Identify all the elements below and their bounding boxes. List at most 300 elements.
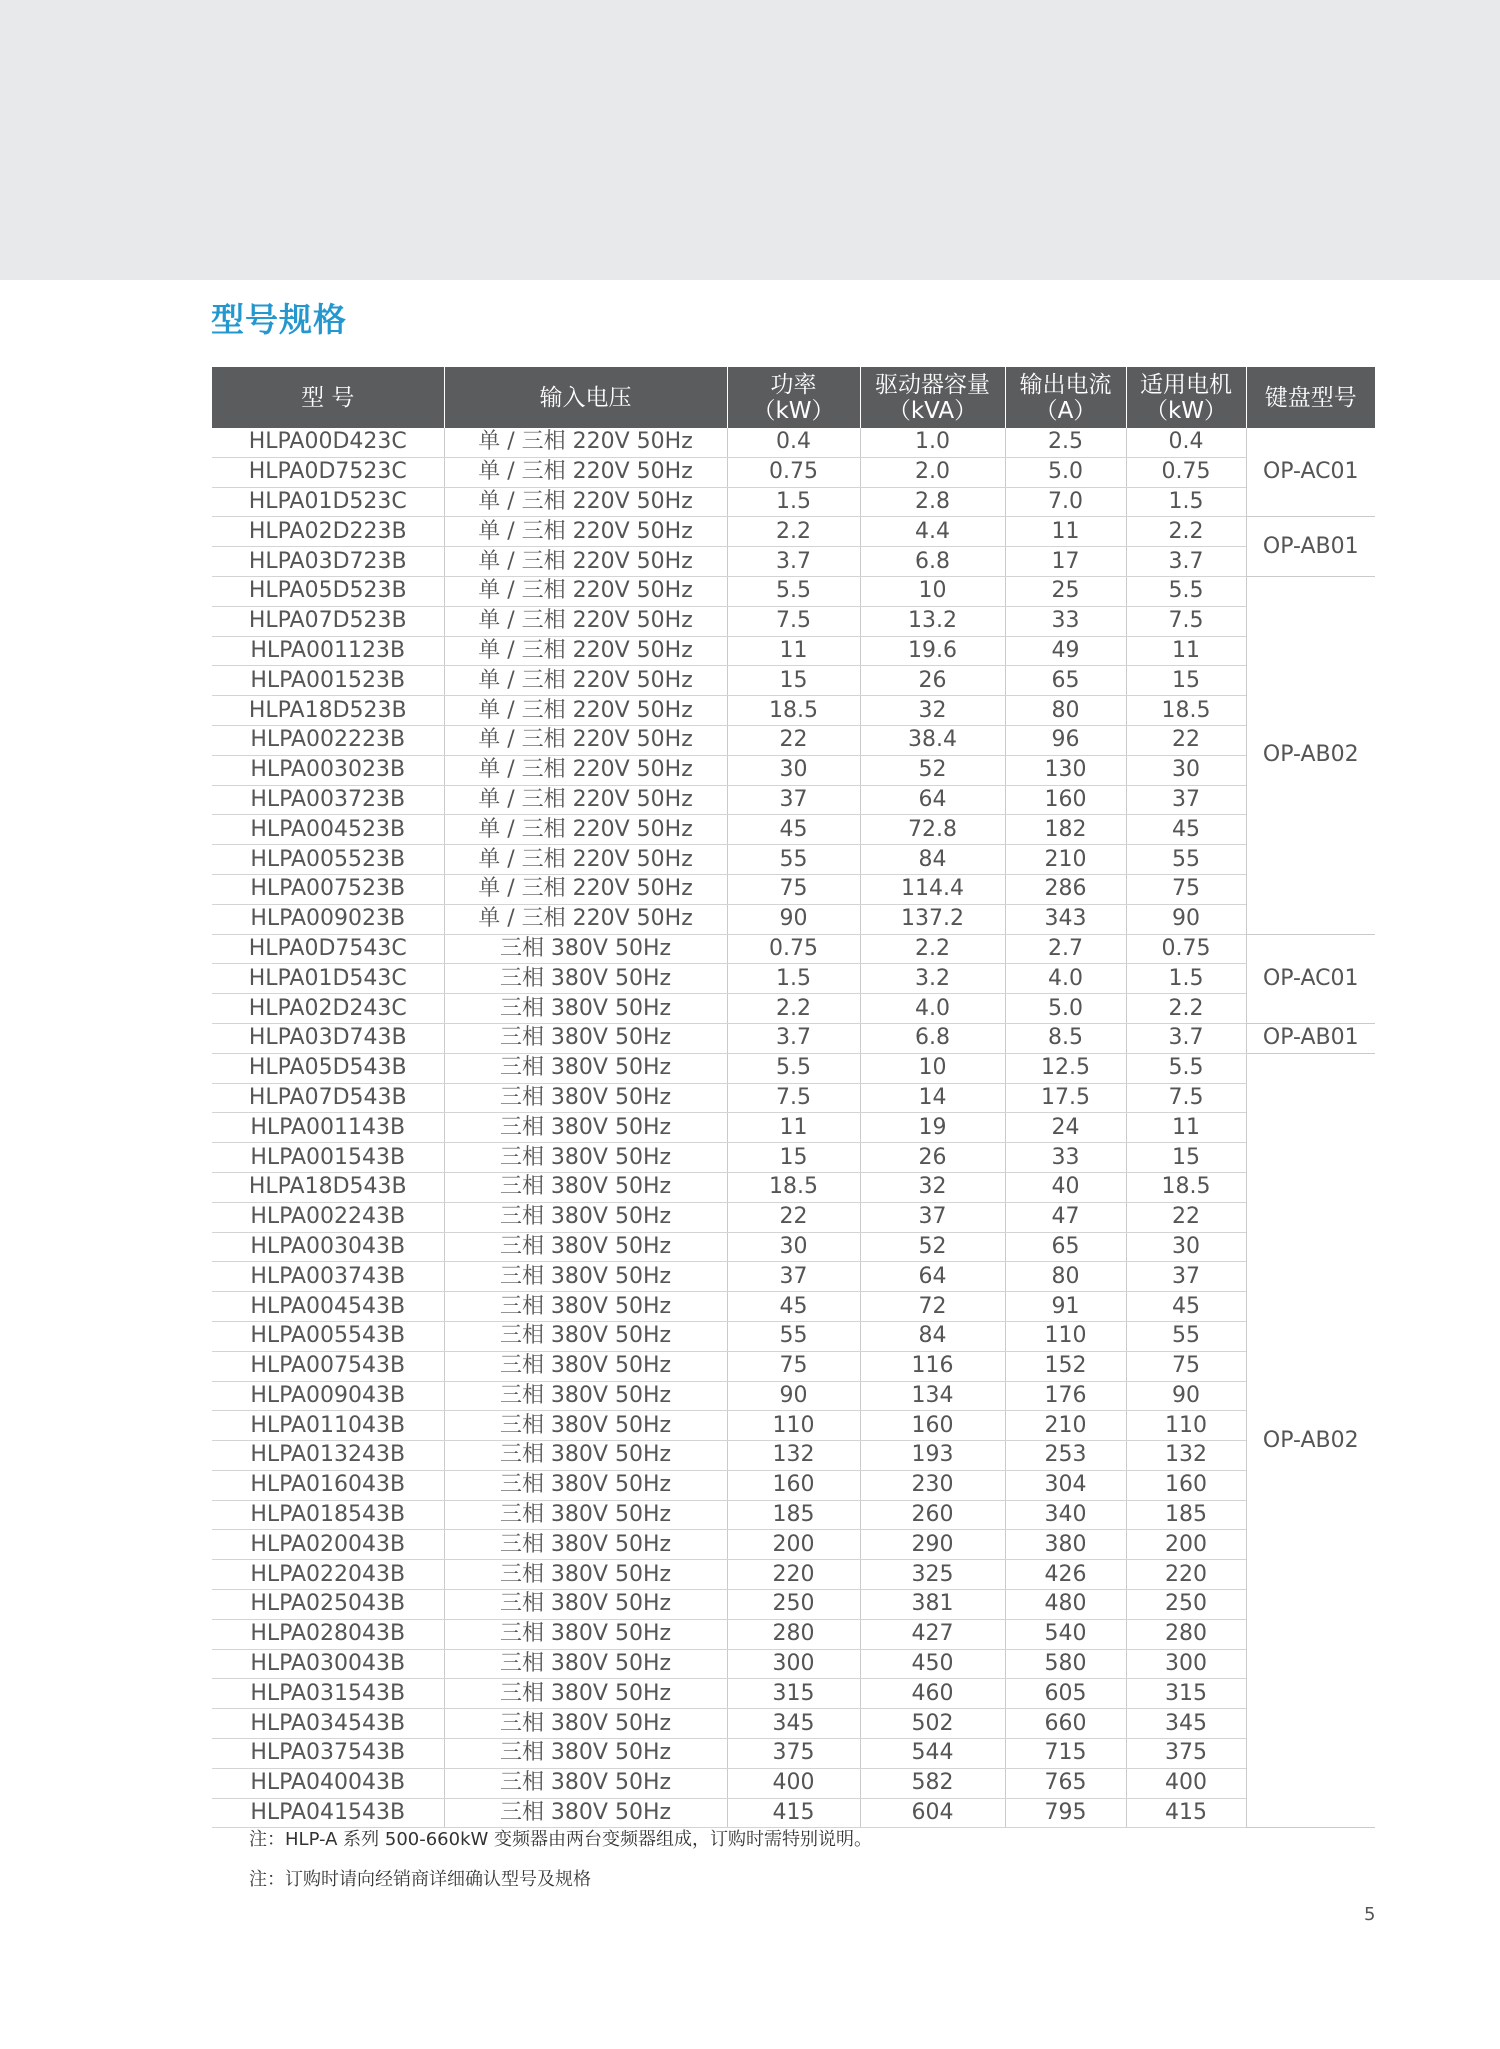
table-row xyxy=(212,1023,1375,1053)
table-row xyxy=(212,606,1375,636)
cell-capacity: 10 xyxy=(860,1053,1005,1083)
cell-voltage: 单 / 三相 220V 50Hz xyxy=(444,845,727,875)
cell-power: 200 xyxy=(727,1530,860,1560)
cell-power: 280 xyxy=(727,1619,860,1649)
cell-current: 340 xyxy=(1005,1500,1126,1530)
cell-capacity: 14 xyxy=(860,1083,1005,1113)
cell-power: 3.7 xyxy=(727,1023,860,1053)
cell-motor: 315 xyxy=(1126,1679,1246,1709)
cell-model: HLPA034543B xyxy=(212,1709,444,1739)
cell-power: 55 xyxy=(727,845,860,875)
table-row xyxy=(212,1262,1375,1292)
cell-capacity: 460 xyxy=(860,1679,1005,1709)
cell-voltage: 单 / 三相 220V 50Hz xyxy=(444,517,727,547)
table-row xyxy=(212,1768,1375,1798)
cell-capacity: 2.2 xyxy=(860,934,1005,964)
cell-current: 715 xyxy=(1005,1739,1126,1769)
cell-power: 2.2 xyxy=(727,994,860,1024)
cell-voltage: 单 / 三相 220V 50Hz xyxy=(444,487,727,517)
cell-power: 185 xyxy=(727,1500,860,1530)
cell-capacity: 2.8 xyxy=(860,487,1005,517)
cell-power: 18.5 xyxy=(727,1172,860,1202)
cell-motor: 5.5 xyxy=(1126,1053,1246,1083)
cell-model: HLPA002223B xyxy=(212,725,444,755)
cell-motor: 11 xyxy=(1126,636,1246,666)
cell-voltage: 单 / 三相 220V 50Hz xyxy=(444,576,727,606)
cell-model: HLPA001543B xyxy=(212,1143,444,1173)
cell-power: 2.2 xyxy=(727,517,860,547)
cell-motor: 15 xyxy=(1126,1143,1246,1173)
cell-voltage: 三相 380V 50Hz xyxy=(444,1232,727,1262)
cell-current: 25 xyxy=(1005,576,1126,606)
cell-capacity: 134 xyxy=(860,1381,1005,1411)
cell-voltage: 三相 380V 50Hz xyxy=(444,1321,727,1351)
cell-model: HLPA02D223B xyxy=(212,517,444,547)
cell-motor: 1.5 xyxy=(1126,487,1246,517)
table-row xyxy=(212,1441,1375,1471)
cell-capacity: 381 xyxy=(860,1590,1005,1620)
cell-motor: 220 xyxy=(1126,1560,1246,1590)
cell-model: HLPA022043B xyxy=(212,1560,444,1590)
header-power-unit: （kW） xyxy=(752,397,835,424)
cell-capacity: 116 xyxy=(860,1351,1005,1381)
cell-model: HLPA18D523B xyxy=(212,696,444,726)
cell-motor: 18.5 xyxy=(1126,696,1246,726)
table-row xyxy=(212,1560,1375,1590)
spec-table xyxy=(212,367,1375,1828)
cell-motor: 15 xyxy=(1126,666,1246,696)
cell-power: 22 xyxy=(727,1202,860,1232)
cell-power: 22 xyxy=(727,725,860,755)
cell-power: 18.5 xyxy=(727,696,860,726)
cell-power: 11 xyxy=(727,636,860,666)
cell-current: 4.0 xyxy=(1005,964,1126,994)
cell-power: 7.5 xyxy=(727,606,860,636)
cell-current: 160 xyxy=(1005,785,1126,815)
cell-current: 33 xyxy=(1005,606,1126,636)
header-capacity-unit: （kVA） xyxy=(887,397,978,424)
header-power xyxy=(727,367,860,428)
cell-capacity: 13.2 xyxy=(860,606,1005,636)
table-row xyxy=(212,934,1375,964)
cell-voltage: 单 / 三相 220V 50Hz xyxy=(444,755,727,785)
cell-current: 540 xyxy=(1005,1619,1126,1649)
cell-power: 90 xyxy=(727,904,860,934)
header-voltage: 输入电压 xyxy=(444,367,727,428)
cell-voltage: 单 / 三相 220V 50Hz xyxy=(444,904,727,934)
header-motor xyxy=(1126,367,1246,428)
cell-motor: 345 xyxy=(1126,1709,1246,1739)
cell-model: HLPA031543B xyxy=(212,1679,444,1709)
cell-motor: 132 xyxy=(1126,1441,1246,1471)
cell-current: 33 xyxy=(1005,1143,1126,1173)
cell-voltage: 单 / 三相 220V 50Hz xyxy=(444,874,727,904)
cell-model: HLPA028043B xyxy=(212,1619,444,1649)
cell-power: 11 xyxy=(727,1113,860,1143)
cell-capacity: 325 xyxy=(860,1560,1005,1590)
cell-motor: 22 xyxy=(1126,725,1246,755)
cell-motor: 415 xyxy=(1126,1798,1246,1828)
cell-voltage: 三相 380V 50Hz xyxy=(444,1709,727,1739)
cell-current: 17 xyxy=(1005,547,1126,577)
cell-current: 5.0 xyxy=(1005,994,1126,1024)
cell-model: HLPA040043B xyxy=(212,1768,444,1798)
cell-power: 132 xyxy=(727,1441,860,1471)
cell-motor: 200 xyxy=(1126,1530,1246,1560)
page-title: 型号规格 xyxy=(211,300,347,339)
table-row xyxy=(212,904,1375,934)
cell-current: 24 xyxy=(1005,1113,1126,1143)
table-row xyxy=(212,1530,1375,1560)
cell-voltage: 三相 380V 50Hz xyxy=(444,1590,727,1620)
table-row xyxy=(212,1590,1375,1620)
cell-current: 286 xyxy=(1005,874,1126,904)
cell-motor: 45 xyxy=(1126,1292,1246,1322)
cell-voltage: 三相 380V 50Hz xyxy=(444,1381,727,1411)
table-row xyxy=(212,785,1375,815)
cell-power: 160 xyxy=(727,1470,860,1500)
cell-voltage: 三相 380V 50Hz xyxy=(444,1739,727,1769)
cell-power: 37 xyxy=(727,785,860,815)
cell-current: 605 xyxy=(1005,1679,1126,1709)
cell-voltage: 三相 380V 50Hz xyxy=(444,1292,727,1322)
header-power-label: 功率 xyxy=(770,371,817,398)
cell-capacity: 84 xyxy=(860,845,1005,875)
cell-voltage: 三相 380V 50Hz xyxy=(444,1619,727,1649)
cell-voltage: 三相 380V 50Hz xyxy=(444,964,727,994)
table-row xyxy=(212,487,1375,517)
cell-power: 0.75 xyxy=(727,457,860,487)
table-row xyxy=(212,1202,1375,1232)
cell-keypad: OP-AB01 xyxy=(1246,517,1375,577)
cell-capacity: 260 xyxy=(860,1500,1005,1530)
cell-power: 30 xyxy=(727,1232,860,1262)
cell-model: HLPA025043B xyxy=(212,1590,444,1620)
cell-model: HLPA0D7523C xyxy=(212,457,444,487)
notes xyxy=(249,1827,872,1907)
cell-model: HLPA005523B xyxy=(212,845,444,875)
cell-current: 426 xyxy=(1005,1560,1126,1590)
cell-current: 40 xyxy=(1005,1172,1126,1202)
table-row xyxy=(212,874,1375,904)
cell-current: 65 xyxy=(1005,666,1126,696)
cell-model: HLPA003743B xyxy=(212,1262,444,1292)
cell-current: 8.5 xyxy=(1005,1023,1126,1053)
cell-keypad: OP-AB01 xyxy=(1246,1023,1375,1053)
cell-capacity: 19 xyxy=(860,1113,1005,1143)
cell-capacity: 137.2 xyxy=(860,904,1005,934)
cell-voltage: 三相 380V 50Hz xyxy=(444,1113,727,1143)
cell-voltage: 三相 380V 50Hz xyxy=(444,1530,727,1560)
cell-power: 1.5 xyxy=(727,487,860,517)
cell-motor: 3.7 xyxy=(1126,547,1246,577)
cell-model: HLPA030043B xyxy=(212,1649,444,1679)
cell-power: 30 xyxy=(727,755,860,785)
cell-model: HLPA003723B xyxy=(212,785,444,815)
cell-voltage: 三相 380V 50Hz xyxy=(444,1411,727,1441)
cell-voltage: 三相 380V 50Hz xyxy=(444,1172,727,1202)
cell-power: 0.75 xyxy=(727,934,860,964)
cell-voltage: 三相 380V 50Hz xyxy=(444,1023,727,1053)
cell-current: 795 xyxy=(1005,1798,1126,1828)
cell-model: HLPA037543B xyxy=(212,1739,444,1769)
cell-capacity: 26 xyxy=(860,1143,1005,1173)
cell-motor: 3.7 xyxy=(1126,1023,1246,1053)
cell-voltage: 单 / 三相 220V 50Hz xyxy=(444,547,727,577)
cell-motor: 37 xyxy=(1126,785,1246,815)
cell-model: HLPA013243B xyxy=(212,1441,444,1471)
cell-capacity: 160 xyxy=(860,1411,1005,1441)
cell-motor: 90 xyxy=(1126,1381,1246,1411)
cell-model: HLPA004523B xyxy=(212,815,444,845)
table-row xyxy=(212,1411,1375,1441)
cell-current: 304 xyxy=(1005,1470,1126,1500)
cell-voltage: 三相 380V 50Hz xyxy=(444,1470,727,1500)
cell-current: 47 xyxy=(1005,1202,1126,1232)
cell-capacity: 6.8 xyxy=(860,547,1005,577)
cell-voltage: 单 / 三相 220V 50Hz xyxy=(444,636,727,666)
cell-current: 2.7 xyxy=(1005,934,1126,964)
cell-voltage: 三相 380V 50Hz xyxy=(444,1262,727,1292)
cell-capacity: 26 xyxy=(860,666,1005,696)
cell-current: 210 xyxy=(1005,845,1126,875)
table-row xyxy=(212,1351,1375,1381)
cell-motor: 375 xyxy=(1126,1739,1246,1769)
cell-current: 80 xyxy=(1005,1262,1126,1292)
cell-model: HLPA07D543B xyxy=(212,1083,444,1113)
cell-current: 182 xyxy=(1005,815,1126,845)
cell-current: 660 xyxy=(1005,1709,1126,1739)
cell-power: 45 xyxy=(727,815,860,845)
cell-motor: 45 xyxy=(1126,815,1246,845)
cell-current: 580 xyxy=(1005,1649,1126,1679)
table-row xyxy=(212,1679,1375,1709)
cell-current: 49 xyxy=(1005,636,1126,666)
cell-motor: 1.5 xyxy=(1126,964,1246,994)
cell-model: HLPA01D543C xyxy=(212,964,444,994)
cell-motor: 5.5 xyxy=(1126,576,1246,606)
cell-capacity: 450 xyxy=(860,1649,1005,1679)
cell-voltage: 三相 380V 50Hz xyxy=(444,1798,727,1828)
cell-model: HLPA18D543B xyxy=(212,1172,444,1202)
cell-power: 220 xyxy=(727,1560,860,1590)
header-current-unit: （A） xyxy=(1034,397,1097,424)
cell-voltage: 三相 380V 50Hz xyxy=(444,1351,727,1381)
cell-capacity: 6.8 xyxy=(860,1023,1005,1053)
cell-current: 11 xyxy=(1005,517,1126,547)
cell-power: 1.5 xyxy=(727,964,860,994)
cell-power: 37 xyxy=(727,1262,860,1292)
header-band xyxy=(0,0,1500,280)
cell-voltage: 单 / 三相 220V 50Hz xyxy=(444,725,727,755)
table-row xyxy=(212,1143,1375,1173)
cell-motor: 160 xyxy=(1126,1470,1246,1500)
cell-power: 400 xyxy=(727,1768,860,1798)
cell-model: HLPA05D543B xyxy=(212,1053,444,1083)
cell-capacity: 4.4 xyxy=(860,517,1005,547)
table-row xyxy=(212,576,1375,606)
cell-motor: 11 xyxy=(1126,1113,1246,1143)
cell-current: 152 xyxy=(1005,1351,1126,1381)
table-row xyxy=(212,1053,1375,1083)
cell-power: 5.5 xyxy=(727,576,860,606)
cell-current: 91 xyxy=(1005,1292,1126,1322)
cell-power: 250 xyxy=(727,1590,860,1620)
cell-motor: 185 xyxy=(1126,1500,1246,1530)
cell-motor: 2.2 xyxy=(1126,517,1246,547)
cell-capacity: 32 xyxy=(860,696,1005,726)
table-row xyxy=(212,725,1375,755)
cell-voltage: 三相 380V 50Hz xyxy=(444,1441,727,1471)
cell-model: HLPA03D723B xyxy=(212,547,444,577)
cell-capacity: 114.4 xyxy=(860,874,1005,904)
cell-model: HLPA016043B xyxy=(212,1470,444,1500)
cell-current: 12.5 xyxy=(1005,1053,1126,1083)
table-row xyxy=(212,1619,1375,1649)
cell-current: 2.5 xyxy=(1005,428,1126,457)
cell-power: 5.5 xyxy=(727,1053,860,1083)
note-1: 注：HLP-A 系列 500-660kW 变频器由两台变频器组成，订购时需特别说明。 xyxy=(249,1829,873,1850)
cell-power: 7.5 xyxy=(727,1083,860,1113)
cell-voltage: 单 / 三相 220V 50Hz xyxy=(444,666,727,696)
cell-current: 343 xyxy=(1005,904,1126,934)
cell-voltage: 三相 380V 50Hz xyxy=(444,1053,727,1083)
cell-voltage: 三相 380V 50Hz xyxy=(444,1679,727,1709)
cell-power: 55 xyxy=(727,1321,860,1351)
cell-keypad: OP-AC01 xyxy=(1246,934,1375,1023)
table-row xyxy=(212,636,1375,666)
cell-motor: 55 xyxy=(1126,845,1246,875)
table-row xyxy=(212,755,1375,785)
table-row xyxy=(212,994,1375,1024)
cell-model: HLPA020043B xyxy=(212,1530,444,1560)
cell-model: HLPA002243B xyxy=(212,1202,444,1232)
cell-current: 253 xyxy=(1005,1441,1126,1471)
cell-voltage: 三相 380V 50Hz xyxy=(444,1500,727,1530)
cell-power: 345 xyxy=(727,1709,860,1739)
cell-voltage: 单 / 三相 220V 50Hz xyxy=(444,606,727,636)
table-row xyxy=(212,1649,1375,1679)
cell-motor: 0.75 xyxy=(1126,457,1246,487)
cell-power: 90 xyxy=(727,1381,860,1411)
cell-model: HLPA07D523B xyxy=(212,606,444,636)
cell-voltage: 单 / 三相 220V 50Hz xyxy=(444,696,727,726)
cell-motor: 0.4 xyxy=(1126,428,1246,457)
table-row xyxy=(212,428,1375,457)
cell-power: 75 xyxy=(727,874,860,904)
cell-capacity: 64 xyxy=(860,1262,1005,1292)
cell-current: 210 xyxy=(1005,1411,1126,1441)
cell-motor: 30 xyxy=(1126,1232,1246,1262)
cell-capacity: 19.6 xyxy=(860,636,1005,666)
cell-capacity: 10 xyxy=(860,576,1005,606)
table-row xyxy=(212,845,1375,875)
cell-model: HLPA003023B xyxy=(212,755,444,785)
table-row xyxy=(212,547,1375,577)
cell-voltage: 三相 380V 50Hz xyxy=(444,1649,727,1679)
cell-motor: 90 xyxy=(1126,904,1246,934)
cell-current: 130 xyxy=(1005,755,1126,785)
cell-power: 3.7 xyxy=(727,547,860,577)
cell-current: 110 xyxy=(1005,1321,1126,1351)
cell-model: HLPA05D523B xyxy=(212,576,444,606)
cell-capacity: 502 xyxy=(860,1709,1005,1739)
cell-power: 0.4 xyxy=(727,428,860,457)
cell-current: 65 xyxy=(1005,1232,1126,1262)
cell-capacity: 52 xyxy=(860,755,1005,785)
cell-power: 45 xyxy=(727,1292,860,1322)
cell-model: HLPA007523B xyxy=(212,874,444,904)
table-row xyxy=(212,666,1375,696)
header-model: 型 号 xyxy=(212,367,444,428)
cell-power: 300 xyxy=(727,1649,860,1679)
cell-power: 110 xyxy=(727,1411,860,1441)
cell-model: HLPA0D7543C xyxy=(212,934,444,964)
cell-model: HLPA009043B xyxy=(212,1381,444,1411)
cell-voltage: 三相 380V 50Hz xyxy=(444,934,727,964)
cell-voltage: 三相 380V 50Hz xyxy=(444,1143,727,1173)
cell-model: HLPA00D423C xyxy=(212,428,444,457)
cell-motor: 300 xyxy=(1126,1649,1246,1679)
table-row xyxy=(212,1381,1375,1411)
cell-power: 15 xyxy=(727,666,860,696)
table-row xyxy=(212,815,1375,845)
cell-current: 380 xyxy=(1005,1530,1126,1560)
header-current-label: 输出电流 xyxy=(1019,371,1112,398)
table-row xyxy=(212,1500,1375,1530)
cell-model: HLPA001523B xyxy=(212,666,444,696)
cell-voltage: 单 / 三相 220V 50Hz xyxy=(444,785,727,815)
table-row xyxy=(212,1172,1375,1202)
cell-capacity: 427 xyxy=(860,1619,1005,1649)
cell-motor: 250 xyxy=(1126,1590,1246,1620)
cell-power: 375 xyxy=(727,1739,860,1769)
note-2: 注：订购时请向经销商详细确认型号及规格 xyxy=(249,1869,591,1890)
cell-current: 480 xyxy=(1005,1590,1126,1620)
cell-motor: 110 xyxy=(1126,1411,1246,1441)
spec-table-body xyxy=(212,428,1375,1828)
cell-model: HLPA007543B xyxy=(212,1351,444,1381)
table-row xyxy=(212,1292,1375,1322)
cell-model: HLPA03D743B xyxy=(212,1023,444,1053)
cell-motor: 7.5 xyxy=(1126,1083,1246,1113)
cell-capacity: 1.0 xyxy=(860,428,1005,457)
cell-motor: 37 xyxy=(1126,1262,1246,1292)
cell-power: 315 xyxy=(727,1679,860,1709)
cell-voltage: 单 / 三相 220V 50Hz xyxy=(444,457,727,487)
cell-current: 17.5 xyxy=(1005,1083,1126,1113)
cell-voltage: 三相 380V 50Hz xyxy=(444,1768,727,1798)
header-motor-unit: （kW） xyxy=(1144,397,1228,424)
cell-capacity: 193 xyxy=(860,1441,1005,1471)
table-header-row xyxy=(212,367,1375,428)
table-row xyxy=(212,517,1375,547)
cell-motor: 30 xyxy=(1126,755,1246,785)
cell-current: 5.0 xyxy=(1005,457,1126,487)
header-motor-label: 适用电机 xyxy=(1140,371,1232,398)
cell-capacity: 37 xyxy=(860,1202,1005,1232)
table-row xyxy=(212,1321,1375,1351)
cell-voltage: 三相 380V 50Hz xyxy=(444,1560,727,1590)
cell-capacity: 72.8 xyxy=(860,815,1005,845)
cell-model: HLPA001143B xyxy=(212,1113,444,1143)
cell-current: 176 xyxy=(1005,1381,1126,1411)
cell-model: HLPA009023B xyxy=(212,904,444,934)
cell-capacity: 604 xyxy=(860,1798,1005,1828)
cell-keypad: OP-AB02 xyxy=(1246,1053,1375,1828)
cell-voltage: 单 / 三相 220V 50Hz xyxy=(444,815,727,845)
cell-model: HLPA001123B xyxy=(212,636,444,666)
